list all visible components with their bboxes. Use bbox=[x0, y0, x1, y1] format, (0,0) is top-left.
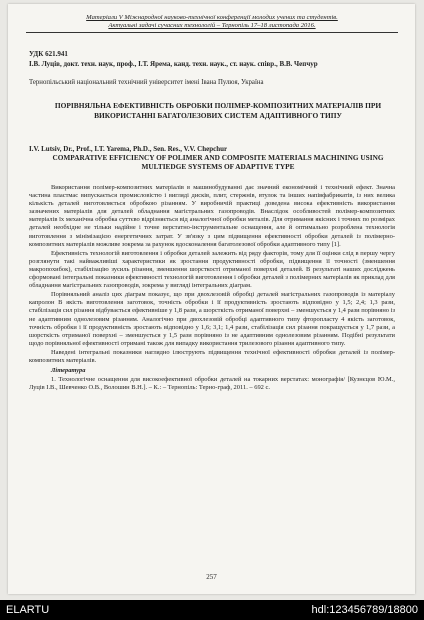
repository-footer bbox=[0, 600, 424, 620]
title-english: COMPARATIVE EFFICIENCY OF POLIMER AND COMPOSITE MATERIALS MACHINING USING MULTIEDGE SYSTEMS OF ADAPTIVE TYPE bbox=[52, 153, 384, 171]
page-number: 257 bbox=[206, 573, 217, 581]
article-body bbox=[29, 184, 395, 393]
udc-code: УДК 621.941 bbox=[29, 50, 68, 58]
reference-item-1: 1. Технологічне оснащення для високоефективної обробки деталей на токарних верстатах: монографія/ [Кузнєцов Ю.М., Луців І.В., Шевченко О.В., Волошин В.Н.]. – К.: – Тернопіль: Терно-граф, 2011. – 692 с. bbox=[29, 376, 395, 392]
repository-name: ELARTU bbox=[6, 604, 50, 616]
handle-identifier: hdl:123456789/18800 bbox=[311, 604, 418, 616]
title-ukrainian: ПОРІВНЯЛЬНА ЕФЕКТИВНІСТЬ ОБРОБКИ ПОЛІМЕР-КОМПОЗИТНИХ МАТЕРІАЛІВ ПРИ ВИКОРИСТАННІ БАГАТОЛЕЗОВИХ СИСТЕМ АДАПТИВНОГО ТИПУ bbox=[54, 101, 382, 120]
references-heading: Література bbox=[51, 367, 86, 375]
authors-ukrainian: І.В. Луців, докт. техн. наук, проф., І.Т. Ярема, канд. техн. наук., ст. наук. співр., В.В. Чепчур bbox=[29, 60, 318, 68]
body-paragraph-2: Ефективність технологій виготовлення і обробки деталей залежить від ряду факторів, тому для її оцінки слід в першу чергу розглянути такі найважливіші характеристики як зростання продуктивності обробки, підвищення її точності (зменшення макропохибок), стабілізацію зусиль різання, зменшення шорсткості отриманої поверхні деталей. В результаті наших досліджень сформовані інтегральні показники ефективності технологій виготовлення і обробки деталей з полімерних матеріалів як приклад для обладнання магістральних газопроводів, зокрема у вигляді інтегральних діаграм. bbox=[29, 249, 395, 290]
authors-english: I.V. Lutsiv, Dr., Prof., I.T. Yarema, Ph.D., Sen. Res., V.V. Chepchur bbox=[29, 145, 228, 153]
affiliation: Тернопільський національний технічний університет імені Івана Пулюя, Україна bbox=[29, 79, 264, 86]
conference-header-line-2: Актуальні задачі сучасних технологій – Тернопіль 17–18 листопада 2016. bbox=[108, 22, 316, 29]
document-page bbox=[8, 4, 415, 594]
body-paragraph-1: Використання полімер-композитних матеріалів в машинобудуванні дає значний економічний і технічний ефект. Значна частина пластмас випускається промисловістю і вигляді дисків, плит, стержнів, втулок та інших напівфабрикатів, із них велика кількість деталей виготовляється обробкою різанням. У виробничій практиці доведена висока ефективність використання зазначених матеріалів для деталей обладнання магістральних газопроводів. Внаслідок особливостей полімер-композитних матеріалів їх механічна обробка суттєво відрізняється від аналогічної обробки металів. Для отримання якісних і точних по розмірах деталей необхідне не тільки надійне і точне верстатно-інструментальне оснащення, але й оптимально розроблена технологія виготовлення з мінімізацією енергетичних затрат. У зв'язку з цим підвищення ефективності обробки деталей із полімерно-композитних матеріалів можливе зокрема за рахунок вдосконалення багатолезової обробки адаптивного типу [1]. bbox=[29, 184, 395, 248]
body-paragraph-3: Порівняльний аналіз цих діаграм показує, що при двохлезовій обробці деталей магістральних газопроводів із матеріалу капролон B якість виготовлення заготовок, точність обробки і її продуктивність зростають відповідно у 1,5; 2,4; 1,3 рази, стабілізація сил різання відбувається ефективніше у 1,8 рази, а шорсткість отриманої поверхні – зменшується у 1,4 рази порівняно із не адаптивним однолезовим різанням. Аналогічно при двохлезовій обробці адаптивного типу фторопласту 4 якість заготовок, точність обробки і її продуктивність зростають відповідно у 1,6; 3,1; 1,4 рази, стабілізація сил різання покращується у 1,7 рази, а шорсткість отриманої поверхні – зменшується у 1,5 рази порівняно із не адаптивним однолезовим різанням. Подібні результати щодо порівняльної ефективності отримані також для випадку використання трилезового різання адаптивного типу. bbox=[29, 291, 395, 347]
body-paragraph-4: Наведені інтегральні показники наглядно ілюструють підвищення технічної ефективності обробки деталей із полімер-композитних матеріалів. bbox=[29, 348, 395, 364]
conference-header-line-1: Матеріали V Міжнародної науково-технічної конференції молодих учених та студентів. bbox=[86, 14, 338, 21]
conference-header bbox=[26, 14, 398, 33]
